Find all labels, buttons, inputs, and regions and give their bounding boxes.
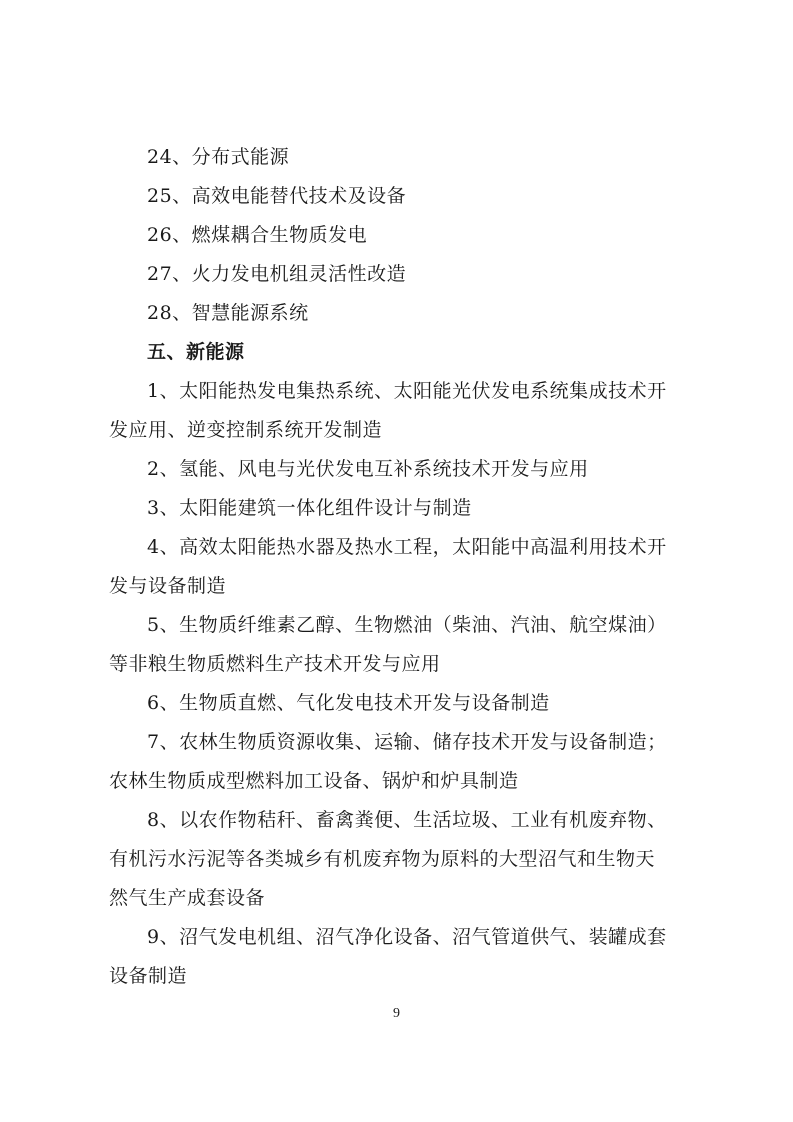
paragraph-line: 1、太阳能热发电集热系统、太阳能光伏发电系统集成技术开 — [147, 380, 667, 402]
paragraph — [109, 606, 694, 684]
list-item: 28、智慧能源系统 — [147, 302, 309, 324]
paragraph-line: 9、沼气发电机组、沼气净化设备、沼气管道供气、装罐成套 — [147, 926, 667, 948]
paragraph-line: 5、生物质纤维素乙醇、生物燃油（柴油、汽油、航空煤油） — [147, 614, 667, 636]
paragraph-line: 3、太阳能建筑一体化组件设计与制造 — [147, 497, 472, 519]
paragraph-line: 发应用、逆变控制系统开发制造 — [109, 419, 383, 441]
section-heading: 五、新能源 — [147, 341, 245, 363]
paragraph-line: 设备制造 — [109, 965, 188, 987]
list-item: 25、高效电能替代技术及设备 — [147, 185, 407, 207]
paragraph-line: 有机污水污泥等各类城乡有机废弃物为原料的大型沼气和生物天 — [109, 848, 656, 870]
paragraph-line: 然气生产成套设备 — [109, 887, 266, 909]
paragraph-line: 等非粮生物质燃料生产技术开发与应用 — [109, 653, 441, 675]
paragraph-line: 6、生物质直燃、气化发电技术开发与设备制造 — [147, 692, 550, 714]
page-number: 9 — [393, 1006, 400, 1021]
paragraph-line: 农林生物质成型燃料加工设备、锅炉和炉具制造 — [109, 770, 519, 792]
list-item: 27、火力发电机组灵活性改造 — [147, 263, 407, 285]
paragraph — [109, 372, 694, 450]
paragraph — [109, 450, 694, 489]
paragraph — [109, 528, 694, 606]
paragraph — [109, 918, 694, 996]
paragraph — [109, 723, 694, 801]
list-item: 24、分布式能源 — [147, 146, 290, 168]
paragraph-line: 8、以农作物秸秆、畜禽粪便、生活垃圾、工业有机废弃物、 — [147, 809, 667, 831]
paragraph-line: 4、高效太阳能热水器及热水工程，太阳能中高温利用技术开 — [147, 536, 667, 558]
paragraph — [109, 489, 694, 528]
list-item: 26、燃煤耦合生物质发电 — [147, 224, 368, 246]
paragraph-line: 发与设备制造 — [109, 575, 227, 597]
paragraph — [109, 801, 694, 918]
document-body — [109, 138, 694, 996]
paragraph-line: 2、氢能、风电与光伏发电互补系统技术开发与应用 — [147, 458, 589, 480]
paragraph-line: 7、农林生物质资源收集、运输、储存技术开发与设备制造； — [147, 731, 667, 753]
paragraph — [109, 684, 694, 723]
